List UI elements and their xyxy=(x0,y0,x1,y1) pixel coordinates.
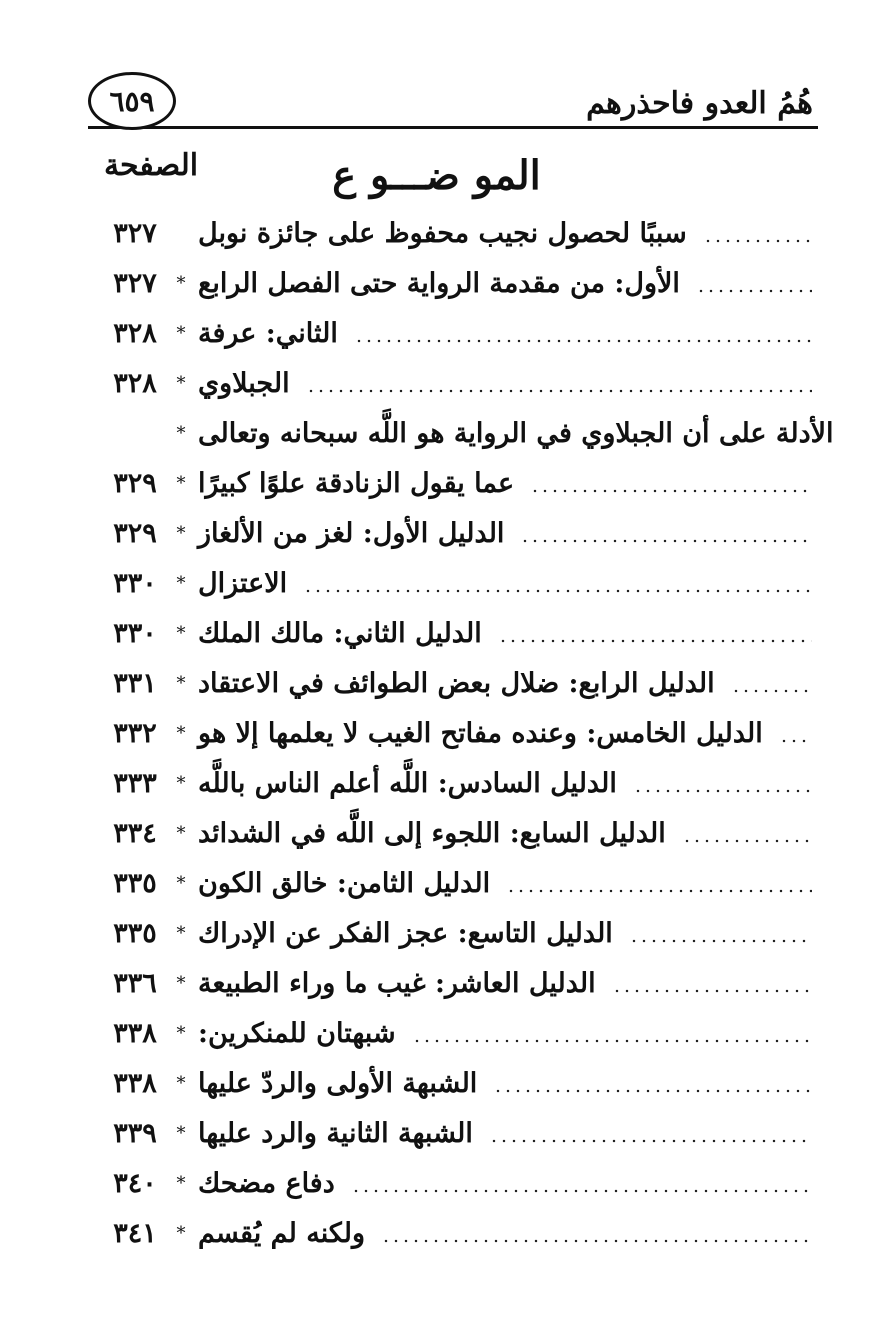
toc-entry-page: ٣٤١ xyxy=(113,1217,157,1249)
toc-entry-title: الدليل التاسع: عجز الفكر عن الإدراك xyxy=(198,917,613,949)
toc-entry xyxy=(100,760,820,806)
toc-entry-page: ٣٢٧ xyxy=(113,267,157,299)
toc-entry-title: الشبهة الثانية والرد عليها xyxy=(198,1117,473,1149)
toc-entry xyxy=(100,1210,820,1256)
toc-entry-title: الدليل الثاني: مالك الملك xyxy=(198,617,482,649)
asterisk-icon: * xyxy=(176,1072,186,1094)
toc-entry xyxy=(100,710,820,756)
dot-leader xyxy=(506,889,812,893)
toc-entry xyxy=(100,610,820,656)
dot-leader xyxy=(520,539,812,543)
toc-entry xyxy=(100,1010,820,1056)
toc-entry-title: الدليل الثامن: خالق الكون xyxy=(198,867,491,899)
toc-entry xyxy=(100,1110,820,1156)
toc-entry-title: ولكنه لم يُقسم xyxy=(198,1217,366,1249)
toc-entry xyxy=(100,560,820,606)
dot-leader xyxy=(633,789,812,793)
toc-entry xyxy=(100,960,820,1006)
toc-entry-title: عما يقول الزنادقة علوًا كبيرًا xyxy=(198,467,515,499)
toc-entry-page: ٣٣٢ xyxy=(113,717,157,749)
asterisk-icon: * xyxy=(176,1172,186,1194)
asterisk-icon: * xyxy=(176,1222,186,1244)
dot-leader xyxy=(629,939,812,943)
header-rule xyxy=(88,126,818,129)
toc-entry-page: ٣٢٩ xyxy=(113,467,157,499)
toc-entry-page: ٣٣٩ xyxy=(113,1117,157,1149)
dot-leader xyxy=(682,839,812,843)
asterisk-icon: * xyxy=(176,772,186,794)
toc-entry xyxy=(100,310,820,356)
asterisk-icon: * xyxy=(176,872,186,894)
toc-entry-title: الجبلاوي xyxy=(198,367,290,399)
toc-entry-title: الدليل الخامس: وعنده مفاتح الغيب لا يعلمها إلا هو xyxy=(198,717,763,749)
dot-leader xyxy=(412,1039,812,1043)
dot-leader xyxy=(306,389,812,393)
toc-entry-title: شبهتان للمنكرين: xyxy=(198,1017,396,1049)
toc-entry-page: ٣٣٠ xyxy=(113,617,157,649)
toc-entry xyxy=(100,860,820,906)
asterisk-icon: * xyxy=(176,722,186,744)
toc-entry-title: الثاني: عرفة xyxy=(198,317,338,349)
toc-entry-title: دفاع مضحك xyxy=(198,1167,335,1199)
dot-leader xyxy=(779,739,812,743)
dot-leader xyxy=(303,589,812,593)
toc-entry-page: ٣٤٠ xyxy=(113,1167,157,1199)
toc-entry-page: ٣٣٤ xyxy=(113,817,157,849)
toc-entry xyxy=(100,210,820,256)
toc-entry-title: الدليل السابع: اللجوء إلى اللَّه في الشدائد xyxy=(198,817,666,849)
asterisk-icon: * xyxy=(176,472,186,494)
book-title: هُمُ العدو فاحذرهم xyxy=(586,86,813,121)
page-number-badge: ٦٥٩ xyxy=(88,72,176,130)
toc-entry-title: الشبهة الأولى والردّ عليها xyxy=(198,1067,478,1099)
asterisk-icon: * xyxy=(176,822,186,844)
page-column-heading: الصفحة xyxy=(103,148,199,183)
dot-leader xyxy=(498,639,812,643)
toc-entry-title: الدليل العاشر: غيب ما وراء الطبيعة xyxy=(198,967,596,999)
asterisk-icon: * xyxy=(176,672,186,694)
dot-leader xyxy=(530,489,812,493)
toc-entry-page: ٣٣٨ xyxy=(113,1067,157,1099)
toc-entry xyxy=(100,460,820,506)
toc-entry-page: ٣٣٥ xyxy=(113,867,157,899)
toc-entry-page: ٣٢٨ xyxy=(113,317,157,349)
running-header xyxy=(0,62,873,142)
toc-entry-title: الأدلة على أن الجبلاوي في الرواية هو اللَّه سبحانه وتعالى xyxy=(198,417,834,449)
toc-entry xyxy=(100,260,820,306)
dot-leader xyxy=(351,1189,812,1193)
asterisk-icon: * xyxy=(176,1122,186,1144)
toc-entry-page: ٣٢٩ xyxy=(113,517,157,549)
asterisk-icon: * xyxy=(176,522,186,544)
dot-leader xyxy=(612,989,812,993)
asterisk-icon: * xyxy=(176,572,186,594)
toc-entry xyxy=(100,1160,820,1206)
asterisk-icon: * xyxy=(176,922,186,944)
toc-entry-title: الدليل الرابع: ضلال بعض الطوائف في الاعتقاد xyxy=(198,667,715,699)
dot-leader xyxy=(493,1089,812,1093)
toc-entry-page: ٣٣٨ xyxy=(113,1017,157,1049)
toc-entry-page: ٣٣٠ xyxy=(113,567,157,599)
toc-entry-page: ٣٣٣ xyxy=(113,767,157,799)
asterisk-icon: * xyxy=(176,1022,186,1044)
asterisk-icon: * xyxy=(176,972,186,994)
dot-leader xyxy=(381,1239,812,1243)
asterisk-icon: * xyxy=(176,422,186,444)
toc-entry-page: ٣٣١ xyxy=(113,667,157,699)
toc-entry xyxy=(100,410,834,456)
toc-entry-title: الأول: من مقدمة الرواية حتى الفصل الرابع xyxy=(198,267,680,299)
toc-entry-title: الدليل السادس: اللَّه أعلم الناس باللَّه xyxy=(198,767,617,799)
asterisk-icon: * xyxy=(176,622,186,644)
toc-entry xyxy=(100,510,820,556)
dot-leader xyxy=(731,689,812,693)
toc-entry xyxy=(100,1060,820,1106)
asterisk-icon: * xyxy=(176,372,186,394)
toc-entry-page: ٣٢٧ xyxy=(113,217,157,249)
toc-entry-title: الدليل الأول: لغز من الألغاز xyxy=(198,517,505,549)
toc-entry-page: ٣٢٨ xyxy=(113,367,157,399)
topic-column-heading: المو ضـــو ع xyxy=(332,152,541,199)
toc-entry-page: ٣٣٦ xyxy=(113,967,157,999)
dot-leader xyxy=(354,339,812,343)
dot-leader xyxy=(489,1139,812,1143)
dot-leader xyxy=(696,289,812,293)
toc-entry xyxy=(100,660,820,706)
toc-entry xyxy=(100,910,820,956)
asterisk-icon: * xyxy=(176,272,186,294)
toc-entry-title: الاعتزال xyxy=(198,567,288,599)
asterisk-icon: * xyxy=(176,322,186,344)
toc-entry-page: ٣٣٥ xyxy=(113,917,157,949)
toc-entry-title: سببًا لحصول نجيب محفوظ على جائزة نوبل xyxy=(198,217,687,249)
toc-entry xyxy=(100,360,820,406)
toc-entry xyxy=(100,810,820,856)
dot-leader xyxy=(703,239,812,243)
